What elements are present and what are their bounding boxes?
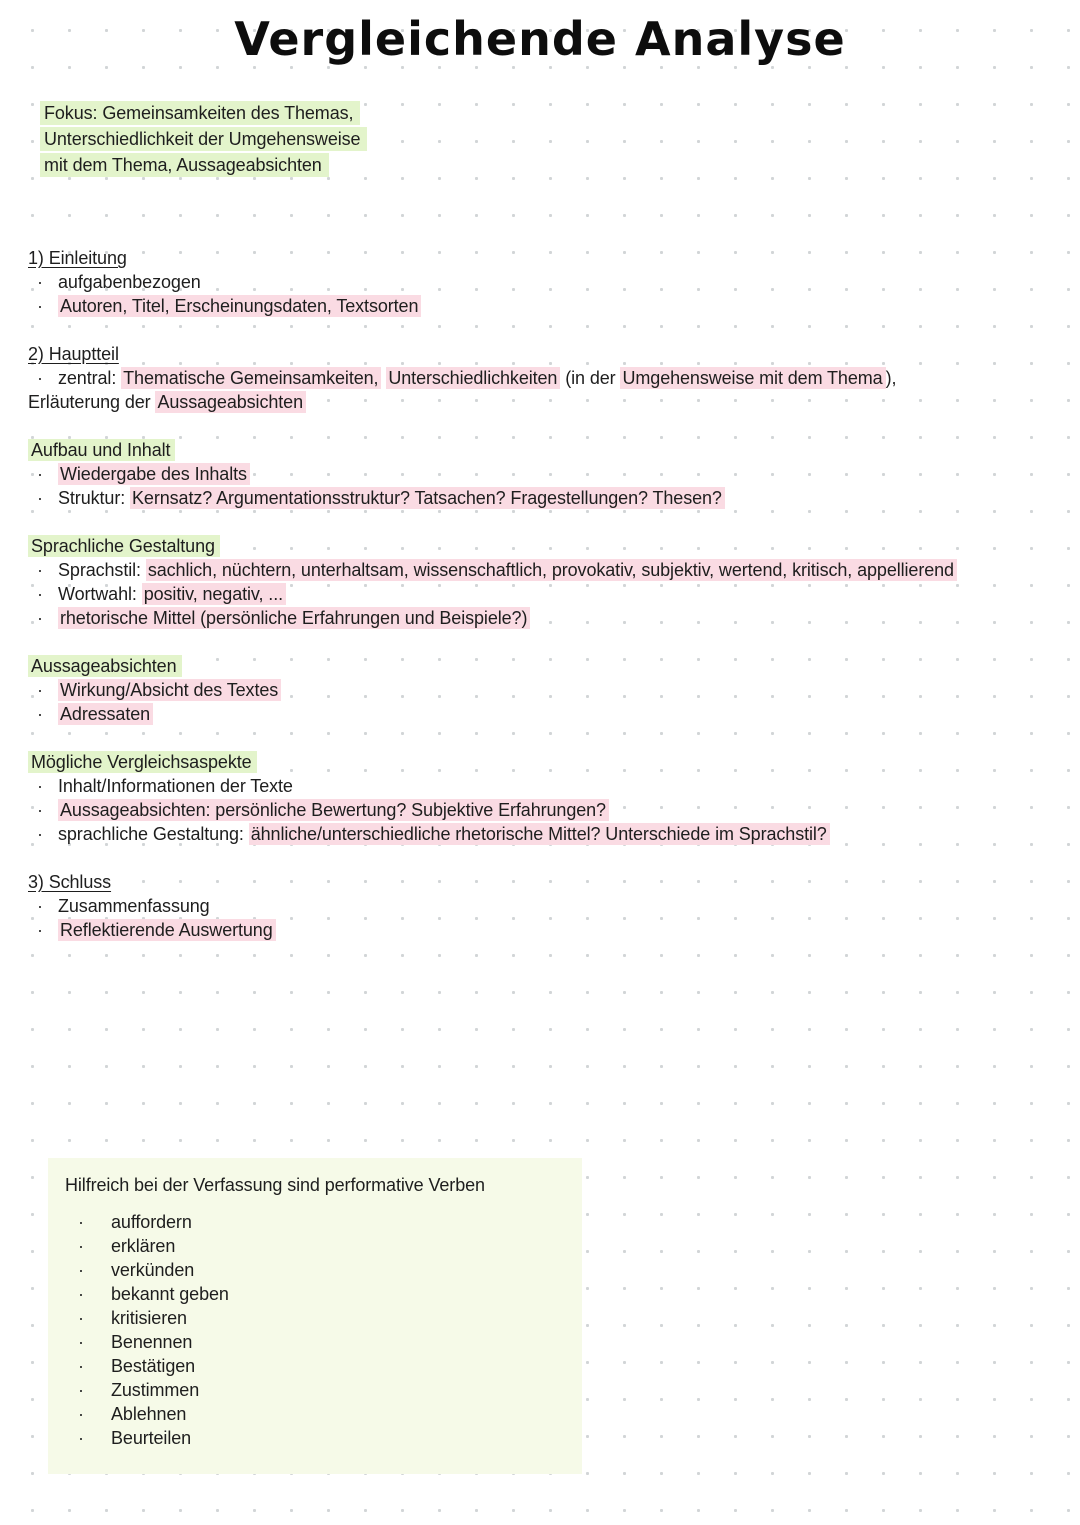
section-heading-text: Aufbau und Inhalt [28, 439, 175, 461]
verb-label: Bestätigen [111, 1356, 196, 1376]
text-segment: (in der [560, 368, 621, 388]
section-heading-text: Aussageabsichten [28, 655, 182, 677]
bullet-dot: · [37, 272, 43, 292]
bullet-dot: · [37, 560, 43, 580]
section-heading-text: 2) Hauptteil [28, 344, 119, 364]
section-heading [28, 750, 1052, 774]
bullet-dot: · [78, 1284, 84, 1304]
section-heading [28, 246, 1052, 270]
bullet-item [28, 558, 1052, 582]
text-segment: Struktur: [58, 488, 131, 508]
highlighted-text: Adressaten [58, 703, 153, 725]
bullet-dot: · [37, 920, 43, 940]
bullet-item [28, 582, 1052, 606]
text-segment: Inhalt/Informationen der Texte [58, 776, 293, 796]
section [28, 246, 1052, 318]
highlighted-text: Autoren, Titel, Erscheinungsdaten, Textsorten [58, 295, 421, 317]
verb-label: verkünden [111, 1260, 195, 1280]
bullet-item [28, 366, 1052, 414]
section-heading [28, 654, 1052, 678]
verbs-heading: Hilfreich bei der Verfassung sind performative Verben [65, 1175, 485, 1195]
highlighted-text: Wiedergabe des Inhalts [58, 463, 250, 485]
verb-label: auffordern [111, 1212, 192, 1232]
text-segment: Wortwahl: [58, 584, 142, 604]
focus-line [40, 100, 1052, 126]
focus-line-text: Fokus: Gemeinsamkeiten des Themas, [40, 101, 360, 125]
verb-item [65, 1378, 568, 1402]
bullet-dot: · [37, 464, 43, 484]
section-heading-text: 3) Schluss [28, 872, 112, 892]
section [28, 534, 1052, 630]
focus-box [40, 100, 1052, 178]
bullet-item [28, 270, 1052, 294]
section-heading-text: 1) Einleitung [28, 248, 127, 268]
text-segment: Sprachstil: [58, 560, 146, 580]
bullet-dot: · [78, 1260, 84, 1280]
highlighted-text: Wirkung/Absicht des Textes [58, 679, 281, 701]
bullet-item [28, 486, 1052, 510]
bullet-item [28, 702, 1052, 726]
verb-label: Benennen [111, 1332, 193, 1352]
verb-label: Ablehnen [111, 1404, 187, 1424]
bullet-item [28, 774, 1052, 798]
bullet-item [28, 822, 1052, 846]
verb-item [65, 1306, 568, 1330]
highlighted-text: Thematische Gemeinsamkeiten, [121, 367, 381, 389]
section-heading-text: Sprachliche Gestaltung [28, 535, 220, 557]
verb-item [65, 1234, 568, 1258]
bullet-dot: · [78, 1236, 84, 1256]
highlighted-text: Unterschiedlichkeiten [386, 367, 560, 389]
bullet-dot: · [37, 488, 43, 508]
section-heading [28, 342, 1052, 366]
verbs-list [65, 1210, 568, 1450]
verb-label: bekannt geben [111, 1284, 229, 1304]
section [28, 654, 1052, 726]
verb-label: Zustimmen [111, 1380, 200, 1400]
bullet-item [28, 294, 1052, 318]
bullet-item [28, 462, 1052, 486]
bullet-dot: · [78, 1212, 84, 1232]
section [28, 870, 1052, 942]
text-segment: sprachliche Gestaltung: [58, 824, 249, 844]
bullet-dot: · [78, 1428, 84, 1448]
highlighted-text: sachlich, nüchtern, unterhaltsam, wissenschaftlich, provokativ, subjektiv, wertend, kritisch, appellierend [146, 559, 957, 581]
highlighted-text: ähnliche/unterschiedliche rhetorische Mittel? Unterschiede im Sprachstil? [249, 823, 830, 845]
highlighted-text: Kernsatz? Argumentationsstruktur? Tatsachen? Fragestellungen? Thesen? [130, 487, 725, 509]
bullet-dot: · [37, 800, 43, 820]
highlighted-text: rhetorische Mittel (persönliche Erfahrungen und Beispiele?) [58, 607, 530, 629]
highlighted-text: positiv, negativ, ... [142, 583, 286, 605]
verb-item [65, 1354, 568, 1378]
section-heading-text: Mögliche Vergleichsaspekte [28, 751, 257, 773]
verb-item [65, 1426, 568, 1450]
bullet-dot: · [37, 680, 43, 700]
page-title: Vergleichende Analyse [234, 12, 846, 66]
bullet-dot: · [37, 896, 43, 916]
verb-item [65, 1282, 568, 1306]
text-segment: Erläuterung der [28, 392, 156, 412]
verb-item [65, 1258, 568, 1282]
highlighted-text: Reflektierende Auswertung [58, 919, 276, 941]
verb-item [65, 1402, 568, 1426]
verb-item [65, 1210, 568, 1234]
section-heading [28, 534, 1052, 558]
highlighted-text: Umgehensweise mit dem Thema [620, 367, 885, 389]
bullet-dot: · [37, 776, 43, 796]
performative-verbs-box [48, 1158, 582, 1474]
bullet-item [28, 678, 1052, 702]
focus-line [40, 126, 1052, 152]
bullet-dot: · [37, 584, 43, 604]
bullet-dot: · [37, 704, 43, 724]
bullet-item [28, 918, 1052, 942]
bullet-dot: · [78, 1404, 84, 1424]
verb-label: Beurteilen [111, 1428, 192, 1448]
verb-label: kritisieren [111, 1308, 187, 1328]
bullet-dot: · [78, 1356, 84, 1376]
bullet-dot: · [78, 1380, 84, 1400]
highlighted-text: Aussageabsichten: persönliche Bewertung? Subjektive Erfahrungen? [58, 799, 609, 821]
section-heading [28, 438, 1052, 462]
text-segment: Zusammenfassung [58, 896, 210, 916]
bullet-dot: · [37, 608, 43, 628]
section-heading [28, 870, 1052, 894]
bullet-dot: · [78, 1332, 84, 1352]
bullet-dot: · [78, 1308, 84, 1328]
bullet-item [28, 894, 1052, 918]
text-segment: aufgabenbezogen [58, 272, 201, 292]
focus-line-text: mit dem Thema, Aussageabsichten [40, 153, 329, 177]
bullet-dot: · [37, 368, 43, 388]
bullet-item [28, 606, 1052, 630]
verb-label: erklären [111, 1236, 176, 1256]
bullet-dot: · [37, 296, 43, 316]
bullet-item [28, 798, 1052, 822]
text-segment: ), [885, 368, 897, 388]
highlighted-text: Aussageabsichten [155, 391, 306, 413]
text-segment: zentral: [58, 368, 122, 388]
focus-line-text: Unterschiedlichkeit der Umgehensweise [40, 127, 367, 151]
bullet-dot: · [37, 824, 43, 844]
verb-item [65, 1330, 568, 1354]
section [28, 750, 1052, 846]
focus-line [40, 152, 1052, 178]
sections-container [28, 246, 1052, 942]
section [28, 438, 1052, 510]
section [28, 342, 1052, 414]
